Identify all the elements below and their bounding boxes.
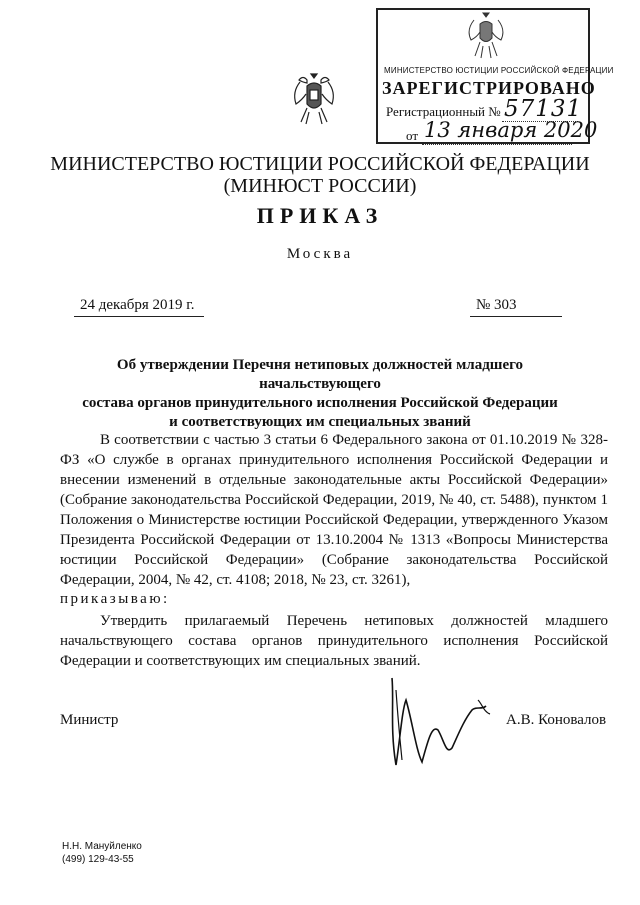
subject-line-1: Об утверждении Перечня нетиповых должностей младшего начальствующего (116, 357, 524, 392)
directive-word: приказываю: (60, 591, 170, 607)
coat-of-arms-emblem (291, 72, 337, 128)
body-paragraph-legal-basis: В соответствии с частью 3 статьи 6 Федерального закона от 01.10.2019 № 328-ФЗ «О службе в органах принудительного исполнения Российской Федерации и внесении изменений в отдельные законодательные акты Российской Федерации» (Собрание законодательства Российской Федерации, 2019, № 40, ст. 5488), пунктом 1 Положения о Министерстве юстиции Российской Федерации, утвержденного Указом Президента Российской Федерации от 13.10.2004 № 1313 «Вопросы Министерства юстиции Российской Федерации» (Собрание законодательства Российской Федерации, 2004, № 42, ст. 4108; 2018, № 23, ст. 3261), (60, 432, 608, 588)
stamp-registered-label: ЗАРЕГИСТРИРОВАНО (382, 78, 596, 98)
order-number: № 303 (476, 297, 517, 313)
signer-title: Министр (60, 712, 119, 728)
body-paragraph-resolution: Утвердить прилагаемый Перечень нетиповых должностей младшего начальствующего состава органов принудительного исполнения Российской Федерации и соответствующих им специальных званий. (60, 613, 608, 669)
stamp-registration-date: 13 января 2020 (424, 118, 598, 142)
ministry-name: МИНИСТЕРСТВО ЮСТИЦИИ РОССИЙСКОЙ ФЕДЕРАЦИИ (50, 153, 590, 175)
stamp-registration-label: Регистрационный № (386, 104, 501, 119)
stamp-registration-number: 57131 (504, 96, 583, 122)
stamp-emblem-icon (466, 12, 506, 60)
executor-name: Н.Н. Мануйленко (62, 841, 142, 852)
order-number-underline (470, 316, 562, 317)
order-title: ПРИКАЗ (256, 203, 384, 228)
signer-name: А.В. Коновалов (506, 712, 607, 728)
subject-line-2: состава органов принудительного исполнения Российской Федерации (82, 395, 558, 411)
handwritten-signature (382, 670, 502, 780)
executor-phone: (499) 129-43-55 (62, 854, 134, 865)
order-date-underline (74, 316, 204, 317)
subject-line-3: и соответствующих им специальных званий (169, 414, 471, 430)
registration-stamp (376, 8, 614, 144)
stamp-date-prefix: от (406, 128, 419, 143)
order-subject (60, 356, 580, 432)
order-date: 24 декабря 2019 г. (80, 297, 195, 313)
city: Москва (286, 246, 354, 262)
stamp-ministry-text: МИНИСТЕРСТВО ЮСТИЦИИ РОССИЙСКОЙ ФЕДЕРАЦИИ (384, 66, 614, 75)
stamp-date-underline (422, 144, 572, 146)
ministry-short-name: (МИНЮСТ РОССИИ) (223, 175, 417, 197)
